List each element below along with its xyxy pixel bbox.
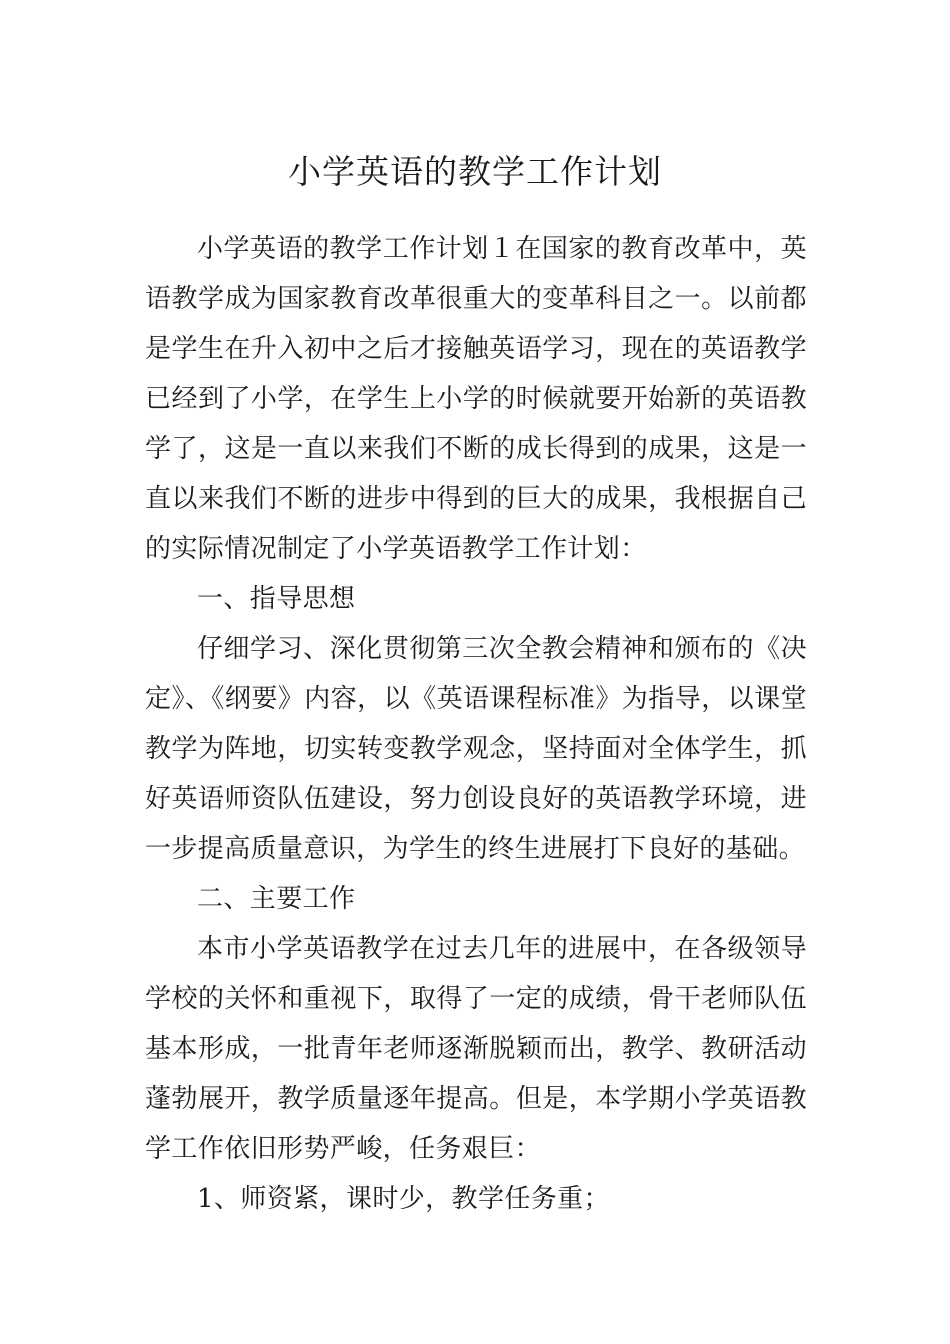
document-title: 小学英语的教学工作计划 — [288, 152, 662, 192]
main-work-paragraph: 本市小学英语教学在过去几年的进展中，在各级领导学校的关怀和重视下，取得了一定的成绩，骨干老师队伍基本形成，一批青年老师逐渐脱颖而出，教学、教研活动蓬勃展开，教学质量逐年提高。但是，本学期小学英语教学工作依旧形势严峻，任务艰巨： — [145, 934, 807, 1164]
section-heading-main-work: 二、主要工作 — [197, 884, 356, 914]
intro-paragraph: 小学英语的教学工作计划１在国家的教育改革中，英语教学成为国家教育改革很重大的变革科目之一。以前都是学生在升入初中之后才接触英语学习，现在的英语教学已经到了小学，在学生上小学的时候就要开始新的英语教学了，这是一直以来我们不断的成长得到的成果，这是一直以来我们不断的进步中得到的巨大的成果，我根据自己的实际情况制定了小学英语教学工作计划： — [145, 234, 807, 564]
section-heading-guiding-ideology: 一、指导思想 — [197, 584, 356, 614]
guiding-ideology-paragraph: 仔细学习、深化贯彻第三次全教会精神和颁布的《决定》、《纲要》内容，以《英语课程标准》为指导，以课堂教学为阵地，切实转变教学观念，坚持面对全体学生，抓好英语师资队伍建设，努力创设良好的英语教学环境，进一步提高质量意识，为学生的终生进展打下良好的基础。 — [145, 634, 807, 864]
document-body — [145, 224, 807, 1224]
list-item-1: 1、师资紧，课时少，教学任务重； — [197, 1184, 610, 1214]
